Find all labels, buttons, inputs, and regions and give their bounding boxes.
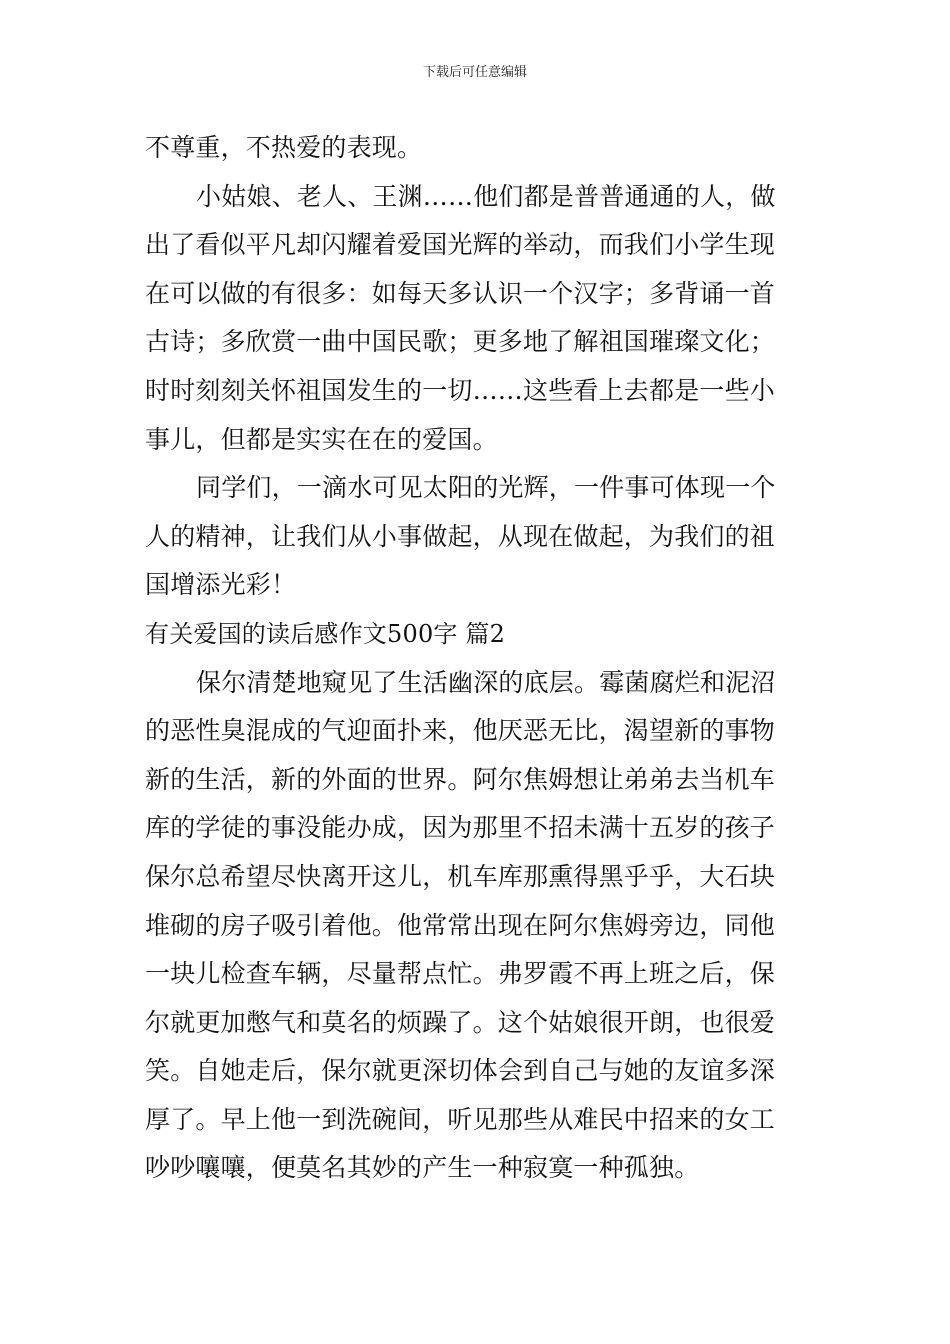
text-line: 一块儿检查车辆，尽量帮点忙。弗罗霞不再上班之后，保 — [145, 959, 776, 989]
paragraph-2 — [145, 173, 809, 465]
page-header-note: 下载后可任意编辑 — [422, 65, 527, 80]
paragraph-1 — [145, 124, 809, 173]
text-line: 不尊重，不热爱的表现。 — [145, 133, 423, 162]
text-line: 笑。自她走后，保尔就更深切体会到自己与她的友谊多深 — [145, 1056, 776, 1086]
text-line: 新的生活，新的外面的世界。阿尔焦姆想让弟弟去当机车 — [145, 764, 776, 794]
text-line: 在可以做的有很多：如每天多认识一个汉字；多背诵一首 — [145, 278, 776, 308]
text-line: 吵吵嚷嚷，便莫名其妙的产生一种寂寞一种孤独。 — [145, 1153, 700, 1183]
text-line: 的恶性臭混成的气迎面扑来，他厌恶无比，渴望新的事物 — [145, 716, 776, 746]
text-line: 出了看似平凡却闪耀着爱国光辉的举动，而我们小学生现 — [145, 230, 776, 260]
text-line: 小姑娘、老人、王渊……他们都是普普通通的人，做 — [196, 181, 776, 211]
text-line: 尔就更加憋气和莫名的烦躁了。这个姑娘很开朗，也很爱 — [145, 1007, 776, 1037]
paragraph-3 — [145, 464, 809, 610]
text-line: 时时刻刻关怀祖国发生的一切……这些看上去都是一些小 — [145, 375, 776, 405]
text-line: 库的学徒的事没能办成，因为那里不招未满十五岁的孩子 — [145, 813, 776, 843]
section-title: 有关爱国的读后感作文500字 篇2 — [145, 619, 506, 648]
text-line: 人的精神，让我们从小事做起，从现在做起，为我们的祖 — [145, 521, 776, 551]
text-line: 同学们，一滴水可见太阳的光辉，一件事可体现一个 — [196, 473, 776, 503]
text-line: 国增添光彩！ — [145, 570, 297, 600]
text-line: 事儿，但都是实实在在的爱国。 — [145, 424, 498, 454]
text-line: 保尔总希望尽快离开这儿，机车库那熏得黑乎乎，大石块 — [145, 861, 776, 891]
text-line: 堆砌的房子吸引着他。他常常出现在阿尔焦姆旁边，同他 — [145, 910, 776, 940]
document-body — [145, 124, 809, 1193]
text-line: 古诗；多欣赏一曲中国民歌；更多地了解祖国璀璨文化； — [145, 327, 776, 357]
paragraph-section-2 — [145, 659, 809, 1194]
text-line: 保尔清楚地窥见了生活幽深的底层。霉菌腐烂和泥沼 — [196, 667, 776, 697]
text-line: 厚了。早上他一到洗碗间，听见那些从难民中招来的女工 — [145, 1104, 776, 1134]
